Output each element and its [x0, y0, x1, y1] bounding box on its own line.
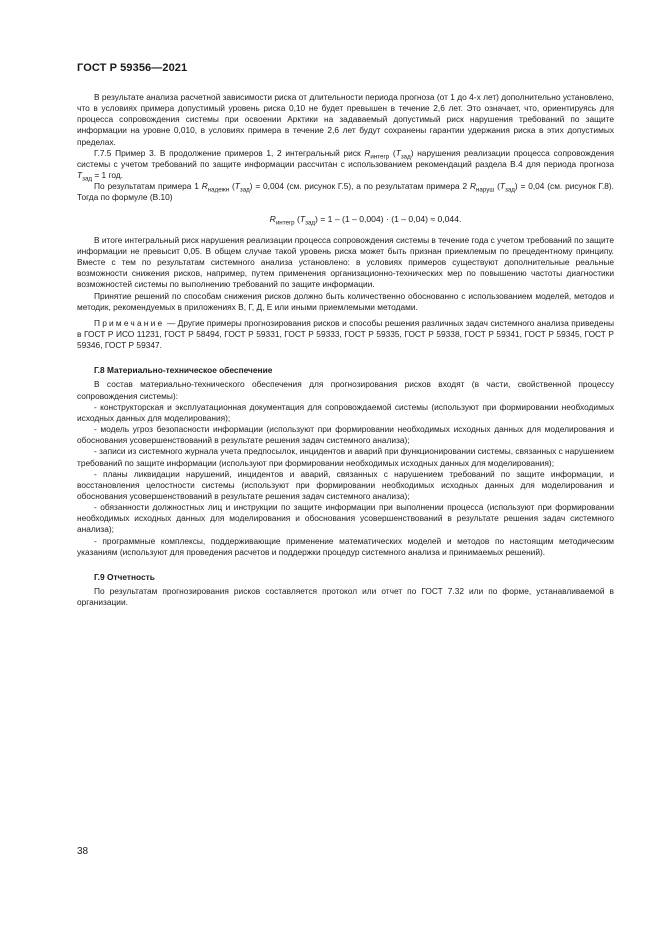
symbol-t: T — [234, 181, 240, 192]
text-run: ) = 0,04 (см. рисунок Г.8). Тогда по формуле (В.10) — [77, 181, 614, 203]
text-run: = 1 год. — [92, 170, 123, 181]
subscript: интегр — [275, 219, 295, 227]
paragraph-results: По результатам примера 1 $R_{надежн}$ $(T_{зад}) = 0,004$ (см. рисунок Г.5), а по результатам примера 2 $R_{наруш}$ $(T_{зад}) = 0,04$ (см. рисунок Г.8). Тогда по формуле (В.10) — [77, 181, 614, 203]
list-item: - конструкторская и эксплуатационная документация для сопровождаемой системы (используют при формировании необходимых исходных данных для моделирования); — [77, 401, 614, 423]
paragraph-example-3: Г.7.5 Пример 3. В продолжение примеров 1, 2 интегральный риск $R_{интегр}$ $(T_{зад})$ нарушения реализации процесса сопровождения системы с учетом требований по защите информации рассчитан с использованием рекомендаций раздела В.4 для периода прогноза $T_{зад} = 1$ год. — [77, 147, 615, 183]
section-title-g9: Г.9 Отчетность — [94, 571, 155, 582]
symbol-t: T — [77, 170, 83, 181]
symbol-t: T — [499, 181, 506, 192]
subscript: зад — [505, 186, 515, 194]
section-g9-text: По результатам прогнозирования рисков составляется протокол или отчет по ГОСТ 7.32 или по форме, устанавливаемой в организации. — [77, 586, 614, 608]
symbol-r: R — [201, 181, 208, 192]
subscript: надежн — [207, 186, 230, 194]
note-text: — Другие примеры прогнозирования рисков и способы решения различных задач системного анализа приведены в ГОСТ Р ИСО 11231, ГОСТ Р 58494, ГОСТ Р 59331, ГОСТ Р 59333, ГОСТ Р 59335, ГОСТ Р 59338, ГОСТ Р 59341, ГОСТ Р 59345, ГОСТ Р 59346, ГОСТ Р 59347. — [77, 317, 614, 351]
subscript: наруш — [476, 186, 495, 194]
subscript: зад — [82, 175, 92, 183]
note-label: Примечание — [94, 317, 165, 328]
list-item: - модель угроз безопасности информации (используют при формировании необходимых исходных данных для моделирования и обоснования усовершенствований в результате решения задач системного анализа); — [77, 424, 614, 446]
text-run: Г.7.5 Пример 3. В продолжение примеров 1, 2 интегральный риск — [94, 147, 365, 158]
document-body — [77, 92, 614, 608]
formula-expression: ) = 1 – (1 – 0,004) · (1 – 0,04) ≈ 0,044. — [315, 213, 462, 224]
symbol-t: T — [299, 213, 306, 224]
list-item: - обязанности должностных лиц и инструкции по защите информации при выполнении процесса (используют при формировании необходимых исходных данных для моделирования и обоснования усовершенствований в результате решения задач системного анализа); — [77, 502, 614, 535]
list-item: - записи из системного журнала учета предпосылок, инцидентов и аварий при функционировании системы, связанных с нарушением требований по защите информации (используют при формировании необходимых исходных данных для моделирования); — [77, 446, 615, 468]
subscript: зад — [239, 186, 250, 194]
text-run: ) нарушения реализации процесса сопровождения системы с учетом требований по защите информации рассчитан с использованием рекомендаций раздела В.4 для периода прогноза — [77, 147, 615, 169]
subscript: интегр — [370, 153, 390, 161]
subscript: зад — [305, 219, 316, 227]
paragraph-conclusion: В итоге интегральный риск нарушения реализации процесса сопровождения системы в течение года с учетом требований по защите информации не превысит 0,05. В общем случае такой уровень риска может быть признан приемлемым по прецедентному принципу. Вместе с тем по результатам системного анализа установлено: в условиях примеров существуют дополнительные реальные возможности снижения рисков, например, путем применения организационно-технических мер по повышению частоты диагностики возможностей системы по выполнению требований по защите информации. — [77, 234, 614, 290]
symbol-t: T — [395, 147, 401, 158]
note — [77, 318, 614, 351]
list-item: - программные комплексы, поддерживающие применение математических моделей и методов по настоящим методическим указаниям (используют для проведения расчетов и поддержки процедур системного анализа и принимаемых решений). — [77, 535, 614, 557]
text-run: ) = 0,004 (см. рисунок Г.5), а по результатам примера 2 — [249, 181, 470, 192]
subscript: зад — [400, 153, 411, 161]
symbol-r: R — [469, 181, 476, 192]
document-header: ГОСТ Р 59356—2021 — [77, 62, 188, 74]
symbol-r: R — [364, 147, 371, 158]
paragraph-risk-analysis: В результате анализа расчетной зависимости риска от длительности периода прогноза (от 1 до 4-х лет) дополнительно установлено, что в условиях примера допустимый уровень риска 0,10 не будет превышен в течение 2,6 лет. Это означает, что, ориентируясь для процесса сопровождения системы при освоении Арктики на задаваемый допустимый риск нарушения требований по защите информации на уровне 0,010, в условиях примера в течение 2,6 лет будут сохранены гарантии удержания риска в этих допустимых пределах. — [77, 92, 614, 147]
page-number: 38 — [77, 846, 89, 857]
list-item: - планы ликвидации нарушений, инцидентов и аварий, связанных с нарушением требований по защите информации, и восстановления целостности системы (используют при формировании необходимых исходных данных для моделирования и обоснования усовершенствований в результате решения задач системного анализа); — [77, 468, 614, 501]
symbol-r: R — [269, 213, 276, 224]
section-g8-intro: В состав материально-технического обеспечения для прогнозирования рисков входят (в части, свойственной процессу сопровождения системы): — [77, 379, 614, 401]
text-run: По результатам примера 1 — [94, 181, 202, 192]
section-title-g8: Г.8 Материально-техническое обеспечение — [94, 365, 273, 376]
paragraph-decisions: Принятие решений по способам снижения рисков должно быть количественно обоснованно с использованием моделей, методов и методик, рекомендуемых в приложениях В, Г, Д, Е или иными приемлемыми методами. — [77, 290, 614, 312]
formula: $R_{интегр}$ $(T_{зад}) = 1 - (1 - 0,004) \cdot (1 - 0,04) \approx 0,044$. — [269, 213, 462, 227]
